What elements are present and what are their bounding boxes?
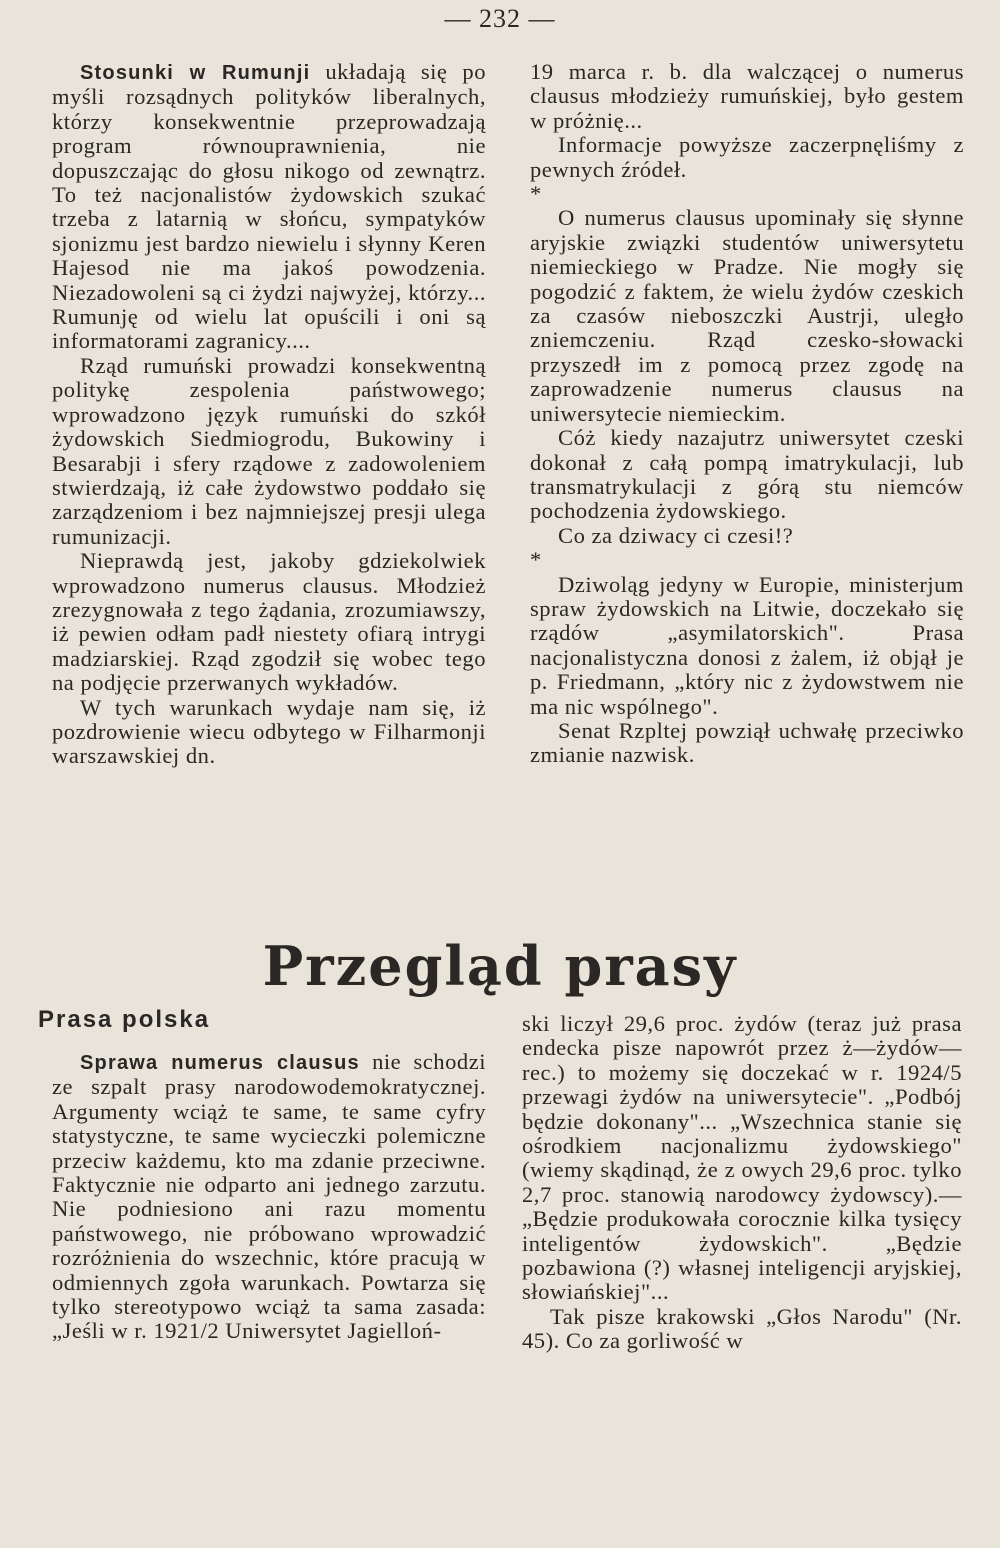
article-lead: Stosunki w Rumunji	[80, 62, 311, 84]
article-paragraph: Stosunki w Rumunji układają się po myśli rozsądnych polityków liberalnych, którzy konsekwentnie przeprowadzają program równouprawnienia, nie dopuszczając do głosu nikogo od zewnątrz. To też nacjonalistów żydowskich szukać trzeba z latarnią w słońcu, sympatyków sjonizmu jest bardzo niewielu i słynny Keren Hajesod nie ma jakoś powodzenia. Niezadowoleni są ci żydzi najwyżej, którzy... Rumunję od wielu lat opuścili i oni są informatorami zagranicy....	[52, 59, 486, 354]
lower-left-column	[52, 1050, 486, 1344]
article-paragraph: ski liczył 29,6 proc. żydów (teraz już prasa endecka pisze napowrót przez ż—żydów—rec.) to możemy się doczekać w r. 1924/5 przewagi żydów na uniwersytecie". „Podbój będzie dokonany"... „Wszechnica stanie się ośrodkiem nacjonalizmu żydowskiego" (wiemy skądinąd, że z owych 29,6 proc. tylko 2,7 proc. stanowią narodowcy żydowscy).— „Będzie produkowała corocznie kilka tysięcy inteligentów żydowskich". „Będzie pozbawiona (?) własnej inteligencji aryjskiej, słowiańskiej"...	[522, 1011, 962, 1305]
subsection-title: Prasa polska	[38, 1006, 211, 1033]
article-paragraph: Informacje powyższe zaczerpnęliśmy z pewnych źródeł.	[530, 132, 964, 182]
section-title: Przegląd prasy	[262, 934, 738, 998]
upper-left-column	[52, 60, 486, 769]
article-paragraph: O numerus clausus upominały się słynne aryjskie związki studentów uniwersytetu niemieckiego w Pradze. Nie mogły się pogodzić z faktem, że wielu żydów czeskich za czasów nieboszczki Austrji, uległo zniemczeniu. Rząd czesko-słowacki przyszedł im z pomocą przez zgodę na zaprowadzenie numerus clausus na uniwersytecie niemieckim.	[530, 205, 964, 426]
upper-right-column	[530, 60, 964, 768]
article-paragraph: Tak pisze krakowski „Głos Narodu" (Nr. 45). Co za gorliwość w	[522, 1303, 962, 1354]
section-separator: *	[530, 547, 542, 573]
section-separator: *	[530, 181, 542, 207]
article-paragraph: Dziwoląg jedyny w Europie, ministerjum spraw żydowskich na Litwie, doczekało się rządów „asymilatorskich". Prasa nacjonalistyczna donosi z żalem, iż objął je p. Friedmann, „który nic z żydowstwem nie ma nic wspólnego".	[530, 571, 964, 719]
lower-right-column	[522, 1012, 962, 1354]
article-paragraph: Rząd rumuński prowadzi konsekwentną politykę zespolenia państwowego; wprowadzono język rumuński do szkół żydowskich Siedmiogrodu, Bukowiny i Besarabji i sfery rządowe z zadowoleniem stwierdzają, iż całe żydowstwo poddało się zarządzeniom i bez najmniejszej presji ulega rumunizacji.	[52, 352, 486, 549]
article-lead: Sprawa numerus clausus	[80, 1052, 360, 1074]
article-paragraph: Nieprawdą jest, jakoby gdziekolwiek wprowadzono numerus clausus. Młodzież zrezygnowała z tego żądania, zrozumiawszy, iż pewien odłam padł niestety ofiarą intrygi madziarskiej. Rząd zgodził się wobec tego na podjęcie przerwanych wykładów.	[52, 548, 486, 696]
article-paragraph: W tych warunkach wydaje nam się, iż pozdrowienie wiecu odbytego w Filharmonji warszawskiej dn.	[52, 694, 486, 769]
article-paragraph: Senat Rzpltej powziął uchwałę przeciwko zmianie nazwisk.	[530, 717, 964, 768]
page-number: — 232 —	[444, 4, 556, 33]
article-paragraph: 19 marca r. b. dla walczącej o numerus clausus młodzieży rumuńskiej, było gestem w próżnię...	[530, 59, 964, 133]
article-paragraph: Co za dziwacy ci czesi!?	[558, 522, 794, 548]
article-paragraph: Cóż kiedy nazajutrz uniwersytet czeski dokonał z całą pompą imatrykulacji, lub transmatrykulacji z górą stu niemców pochodzenia żydowskiego.	[530, 425, 964, 524]
article-paragraph: Sprawa numerus clausus nie schodzi ze szpalt prasy narodowodemokratycznej. Argumenty wciąż te same, te same cyfry statystyczne, te same wycieczki polemiczne przeciw każdemu, kto ma zdanie przeciwne. Faktycznie nie odparto ani jednego zarzutu. Nie podniesiono ani razu momentu państwowego, nie próbowano wprowadzić rozróżnienia do wszechnic, które pracują w odmiennych zgoła warunkach. Powtarza się tylko stereotypowo wciąż ta sama zasada: „Jeśli w r. 1921/2 Uniwersytet Jagielloń-	[52, 1049, 486, 1344]
